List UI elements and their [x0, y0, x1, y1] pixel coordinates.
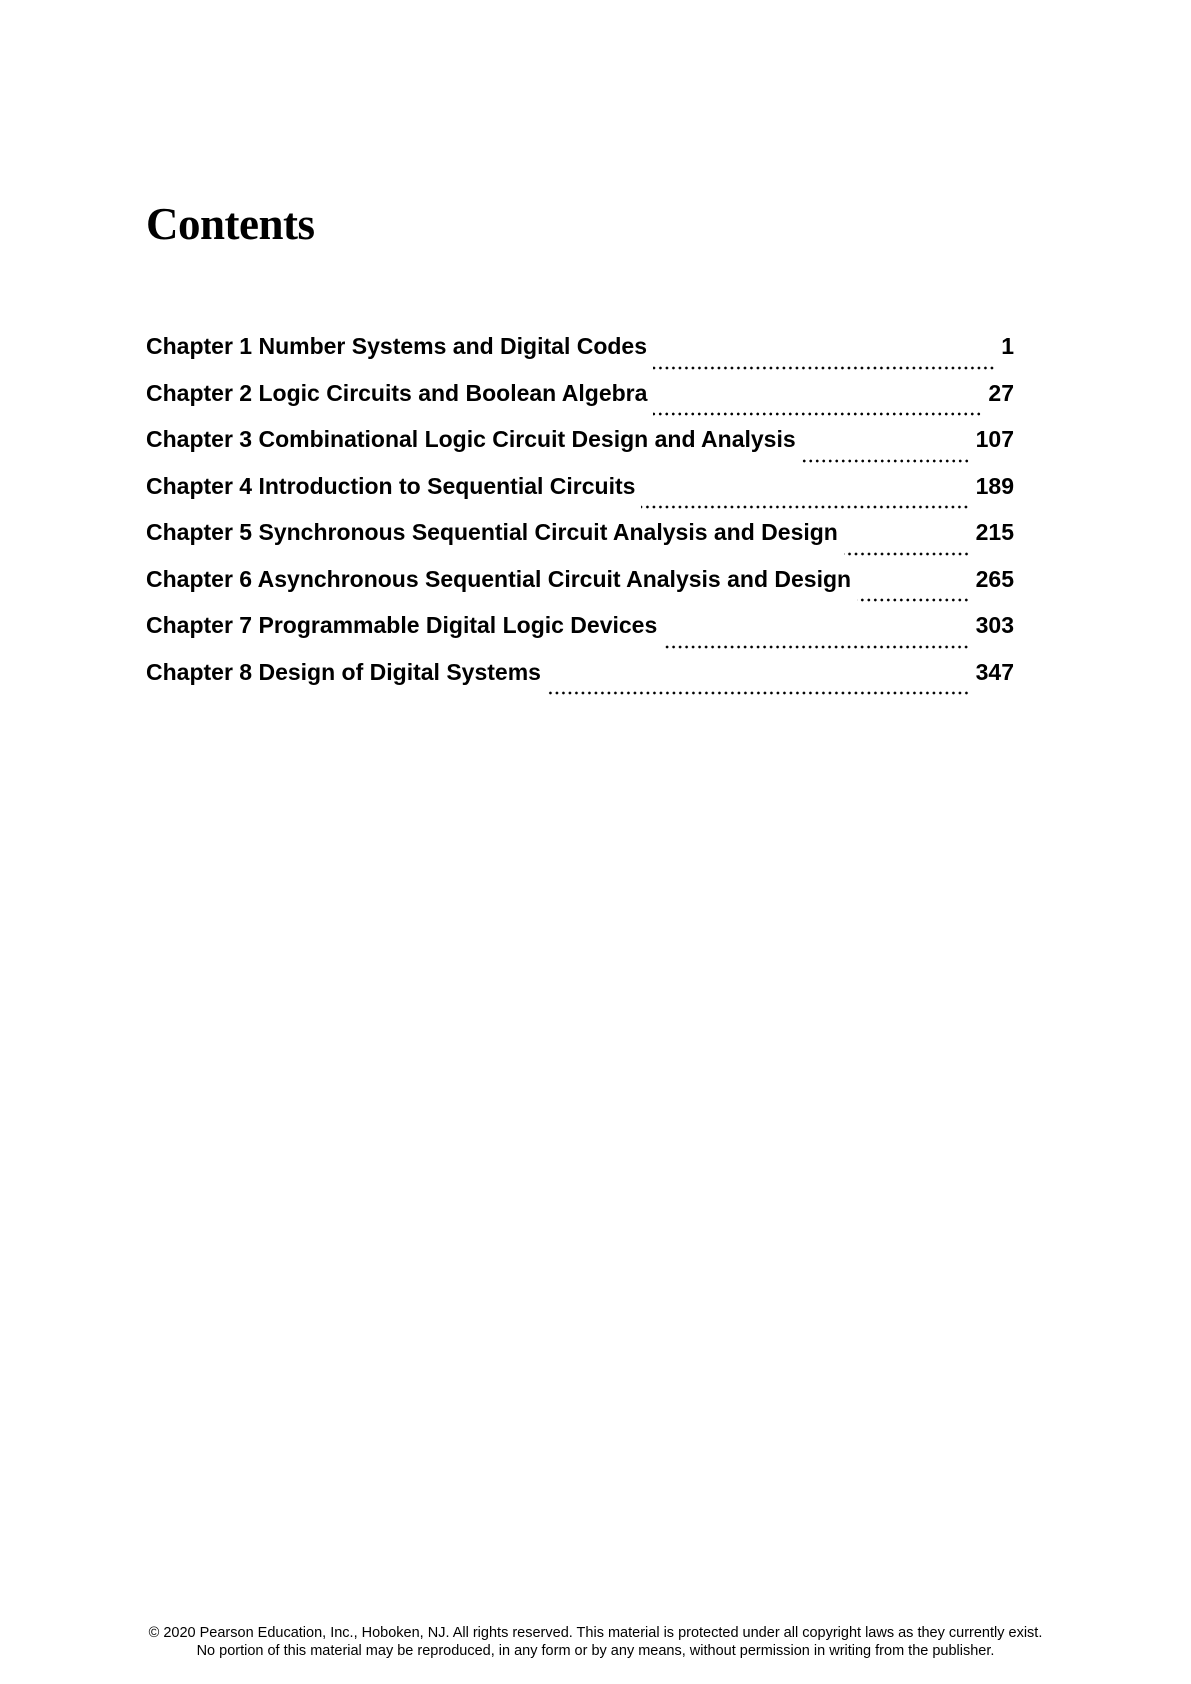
- toc-entry-chapter-1[interactable]: [146, 331, 1014, 378]
- toc-entry-page-number: 27: [988, 379, 1014, 406]
- toc-entry-chapter-5[interactable]: [146, 517, 1014, 564]
- toc-entry-title: Chapter 2 Logic Circuits and Boolean Algebra: [146, 379, 648, 406]
- toc-entry-chapter-7[interactable]: [146, 610, 1014, 657]
- toc-entry-page-number: 215: [975, 519, 1014, 545]
- toc-dot-leader: [857, 573, 970, 603]
- toc-entry-chapter-3[interactable]: [146, 424, 1014, 471]
- toc-entry-title: Chapter 7 Programmable Digital Logic Devices: [146, 612, 658, 638]
- toc-entry-page-number: 265: [975, 565, 1014, 592]
- toc-dot-leader: [547, 666, 970, 696]
- toc-entry-chapter-2[interactable]: [146, 378, 1014, 425]
- toc-entry-page-number: 303: [975, 612, 1014, 638]
- toc-entry-page-number: 189: [975, 472, 1014, 499]
- toc-dot-leader: [663, 620, 969, 650]
- toc-entry-title: Chapter 3 Combinational Logic Circuit Design and Analysis: [146, 426, 796, 452]
- toc-entry-title: Chapter 4 Introduction to Sequential Circuits: [146, 472, 636, 499]
- toc-entry-page-number: 1: [1001, 333, 1014, 359]
- toc-entry-page-number: 107: [975, 426, 1014, 452]
- toc-entry-page-number: 347: [975, 658, 1014, 685]
- toc-entry-title: Chapter 8 Design of Digital Systems: [146, 658, 541, 685]
- copyright-line: © 2020 Pearson Education, Inc., Hoboken, NJ. All rights reserved. This material is protected under all copyright laws as they currently exist.: [148, 1625, 1043, 1641]
- toc-dot-leader: [653, 387, 982, 417]
- toc-dot-leader: [653, 341, 995, 371]
- toc-dot-leader: [844, 527, 970, 557]
- toc-entry-chapter-6[interactable]: [146, 564, 1014, 611]
- permission-line: No portion of this material may be reproduced, in any form or by any means, without permission in writing from the publisher.: [196, 1643, 995, 1659]
- table-of-contents: [146, 331, 1014, 703]
- toc-dot-leader: [641, 480, 969, 510]
- toc-entry-title: Chapter 5 Synchronous Sequential Circuit Analysis and Design: [146, 519, 838, 545]
- page-title: Contents: [146, 199, 315, 249]
- toc-entry-chapter-8[interactable]: [146, 657, 1014, 704]
- toc-dot-leader: [802, 434, 970, 464]
- copyright-footer: [0, 1624, 1191, 1660]
- toc-entry-chapter-4[interactable]: [146, 471, 1014, 518]
- toc-entry-title: Chapter 6 Asynchronous Sequential Circuit Analysis and Design: [146, 565, 852, 592]
- toc-entry-title: Chapter 1 Number Systems and Digital Codes: [146, 333, 648, 359]
